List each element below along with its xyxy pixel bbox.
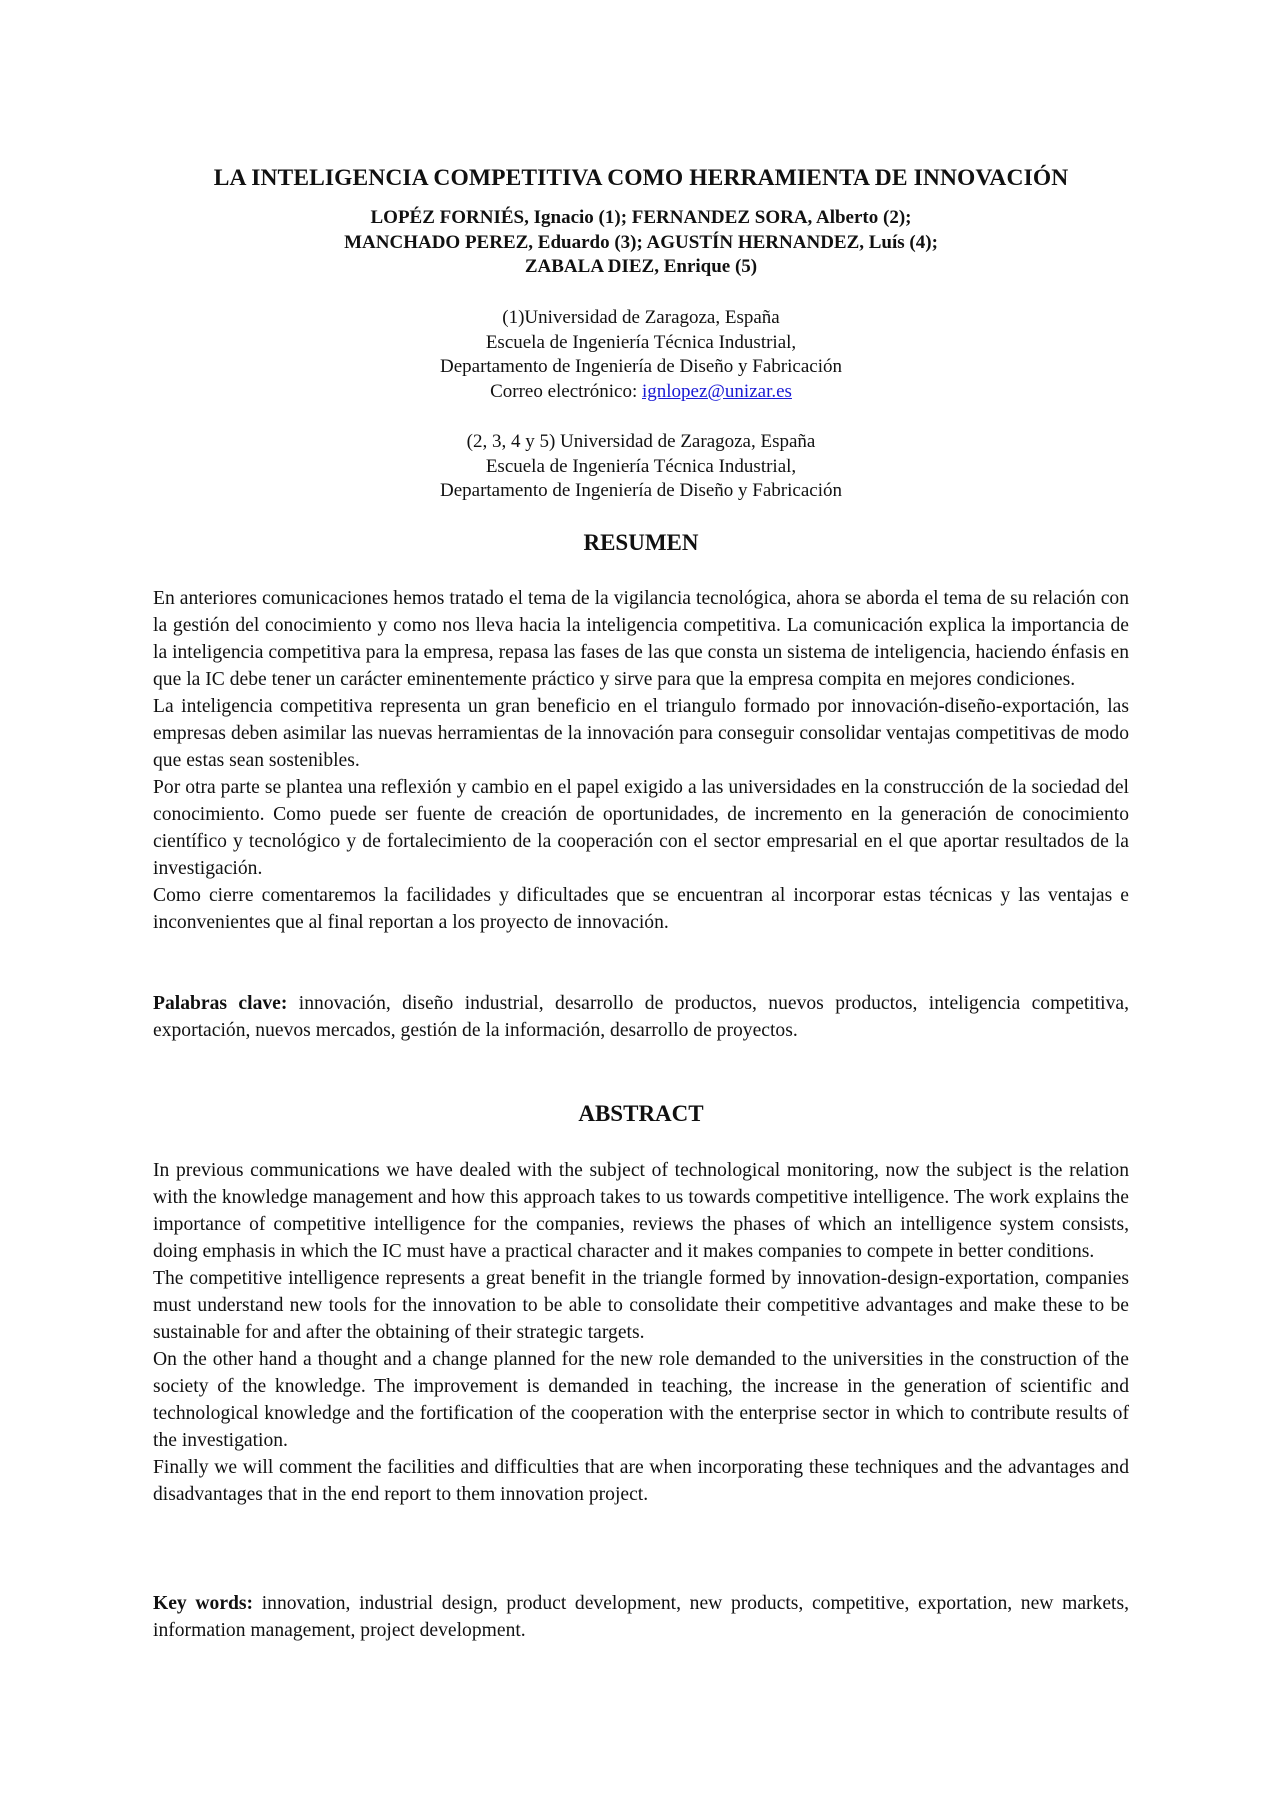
resumen-paragraph: Como cierre comentaremos la facilidades y dificultades que se encuentran al incorporar estas técnicas y las ventajas e inconvenientes que al final reportan a los proyecto de innovación. <box>153 885 1129 933</box>
abstract-heading: ABSTRACT <box>578 1101 704 1126</box>
affiliation-line: Escuela de Ingeniería Técnica Industrial, <box>485 455 797 477</box>
abstract-body <box>153 1157 1129 1508</box>
abstract-paragraph: In previous communications we have dealed with the subject of technological monitoring, now the subject is the relation with the knowledge management and how this approach takes to us towards competitive intelligence. The work explains the importance of competitive intelligence for the companies, reviews the phases of which an intelligence system consists, doing emphasis in which the IC must have a practical character and it makes companies to compete in better conditions. <box>153 1160 1129 1262</box>
resumen-paragraph: Por otra parte se plantea una reflexión y cambio en el papel exigido a las universidades en la construcción de la sociedad del conocimiento. Como puede ser fuente de creación de oportunidades, de incremento en la generación de conocimiento científico y tecnológico y de fortalecimiento de la cooperación con el sector empresarial en el que aportar resultados de la investigación. <box>153 777 1129 879</box>
keywords-text: innovación, diseño industrial, desarrollo de productos, nuevos productos, inteligencia competitiva, exportación, nuevos mercados, gestión de la información, desarrollo de proyectos. <box>153 993 1129 1041</box>
keywords-text: innovation, industrial design, product development, new products, competitive, exportation, new markets, information management, project development. <box>153 1593 1129 1641</box>
keywords-label: Palabras clave: <box>153 993 288 1014</box>
email-label: Correo electrónico: <box>490 380 642 402</box>
abstract-paragraph: Finally we will comment the facilities and difficulties that are when incorporating these techniques and the advantages and disadvantages that in the end report to them innovation project. <box>153 1457 1129 1505</box>
abstract-paragraph: The competitive intelligence represents a great benefit in the triangle formed by innovation-design-exportation, companies must understand new tools for the innovation to be able to consolidate their competitive advantages and make these to be sustainable for and after the obtaining of their strategic targets. <box>153 1268 1129 1343</box>
author-line: LOPÉZ FORNIÉS, Ignacio (1); FERNANDEZ SORA, Alberto (2); <box>370 207 912 228</box>
resumen-paragraph: En anteriores comunicaciones hemos tratado el tema de la vigilancia tecnológica, ahora se aborda el tema de su relación con la gestión del conocimiento y como nos lleva hacia la inteligencia competitiva. La comunicación explica la importancia de la inteligencia competitiva para la empresa, repasa las fases de las que consta un sistema de inteligencia, haciendo énfasis en que la IC debe tener un carácter eminentemente práctico y sirve para que la empresa compita en mejores condiciones. <box>153 588 1129 690</box>
palabras-clave <box>153 990 1129 1044</box>
affiliation-line: Departamento de Ingeniería de Diseño y Fabricación <box>439 356 842 377</box>
paper-title: LA INTELIGENCIA COMPETITIVA COMO HERRAMIENTA DE INNOVACIÓN <box>213 165 1069 191</box>
author-line: MANCHADO PEREZ, Eduardo (3); AGUSTÍN HERNANDEZ, Luís (4); <box>344 231 938 253</box>
resumen-heading: RESUMEN <box>583 530 699 555</box>
email-line <box>153 380 1129 405</box>
keywords-label: Key words: <box>153 1593 254 1614</box>
affiliation-2 <box>153 430 1129 504</box>
author-list <box>153 206 1129 280</box>
resumen-paragraph: La inteligencia competitiva representa un gran beneficio en el triangulo formado por innovación-diseño-exportación, las empresas deben asimilar las nuevas herramientas de la innovación para conseguir consolidar ventajas competitivas de modo que estas sean sostenibles. <box>153 696 1129 771</box>
abstract-paragraph: On the other hand a thought and a change planned for the new role demanded to the universities in the construction of the society of the knowledge. The improvement is demanded in teaching, the increase in the generation of scientific and technological knowledge and the fortification of the cooperation with the enterprise sector in which to contribute results of the investigation. <box>153 1349 1129 1451</box>
affiliation-line: (1)Universidad de Zaragoza, España <box>502 307 780 328</box>
email-link[interactable]: ignlopez@unizar.es <box>642 380 792 402</box>
affiliation-line: Departamento de Ingeniería de Diseño y Fabricación <box>439 480 842 501</box>
key-words <box>153 1590 1129 1644</box>
affiliation-1 <box>153 306 1129 404</box>
affiliation-line: Escuela de Ingeniería Técnica Industrial, <box>485 331 797 353</box>
author-line: ZABALA DIEZ, Enrique (5) <box>524 256 758 277</box>
resumen-body <box>153 585 1129 936</box>
affiliation-line: (2, 3, 4 y 5) Universidad de Zaragoza, España <box>466 431 816 452</box>
